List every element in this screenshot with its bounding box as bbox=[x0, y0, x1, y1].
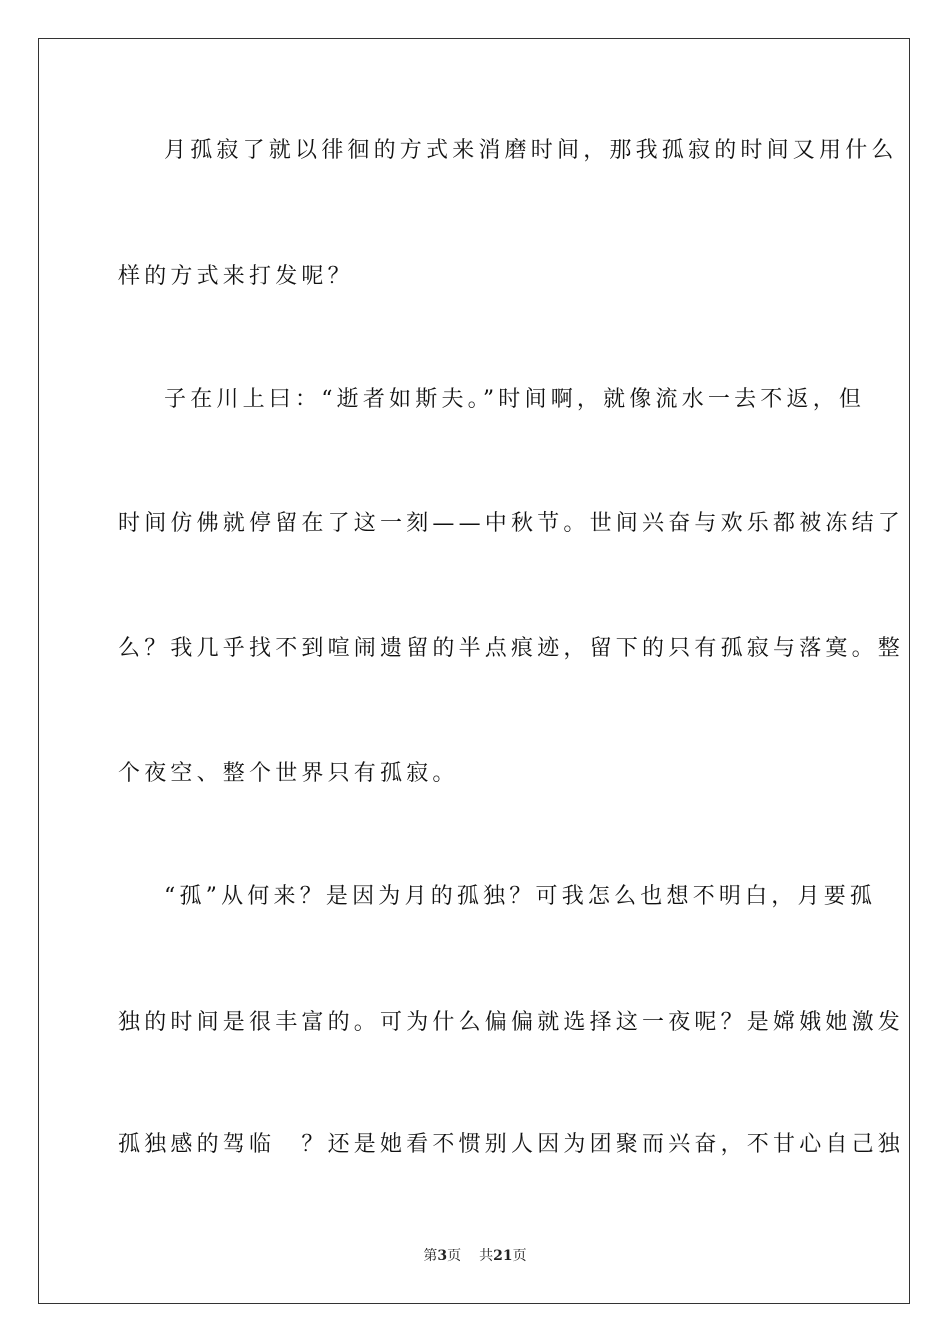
paragraph-2-line-1: 子在川上曰：“逝者如斯夫。”时间啊，就像流水一去不返，但 bbox=[164, 387, 866, 412]
page-number: 3 bbox=[437, 1248, 448, 1264]
total-suffix: 页 bbox=[512, 1248, 527, 1264]
paragraph-3-line-2: 独的时间是很丰富的。可为什么偏偏就选择这一夜呢？是嫦娥她激发 bbox=[118, 1010, 905, 1035]
paragraph-3-line-3: 孤独感的驾临 ？还是她看不惯别人因为团聚而兴奋，不甘心自己独 bbox=[118, 1132, 905, 1157]
total-pages: 21 bbox=[493, 1248, 513, 1264]
page-prefix: 第 bbox=[423, 1248, 438, 1264]
paragraph-2-line-2: 时间仿佛就停留在了这一刻——中秋节。世间兴奋与欢乐都被冻结了 bbox=[118, 511, 905, 536]
paragraph-2-line-4: 个夜空、整个世界只有孤寂。 bbox=[118, 761, 459, 786]
page-border bbox=[38, 38, 910, 1304]
paragraph-1-line-2: 样的方式来打发呢？ bbox=[118, 264, 354, 289]
paragraph-3-line-1: “孤”从何来？是因为月的孤独？可我怎么也想不明白，月要孤 bbox=[164, 884, 877, 909]
page-suffix: 页 bbox=[447, 1248, 462, 1264]
paragraph-1-line-1: 月孤寂了就以徘徊的方式来消磨时间，那我孤寂的时间又用什么 bbox=[164, 138, 898, 163]
page-footer bbox=[0, 1246, 950, 1266]
total-prefix: 共 bbox=[479, 1248, 494, 1264]
paragraph-2-line-3: 么？我几乎找不到喧闹遗留的半点痕迹，留下的只有孤寂与落寞。整 bbox=[118, 636, 905, 661]
